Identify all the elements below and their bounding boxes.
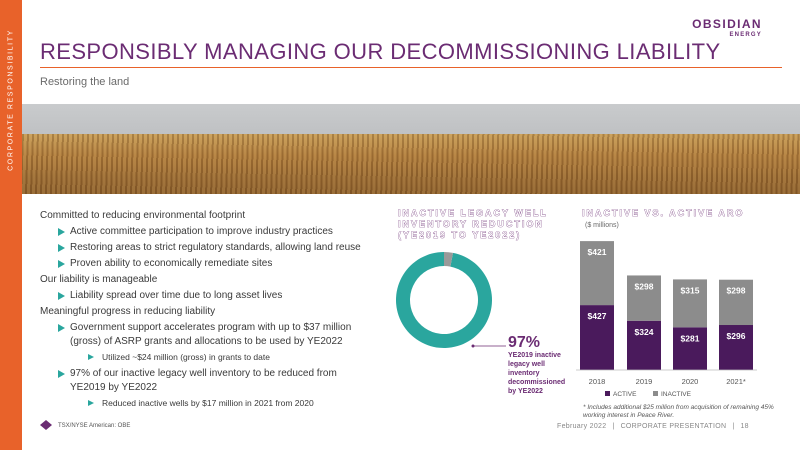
x-tick-label: 2018 bbox=[588, 377, 606, 386]
bullet-item-level-0: Meaningful progress in reducing liability bbox=[40, 306, 216, 317]
x-tick-label: 2019 bbox=[635, 377, 653, 386]
bar-value-label: $298 bbox=[634, 281, 654, 292]
bar-chart-title: INACTIVE VS. ACTIVE ARO bbox=[582, 208, 745, 218]
x-tick-label: 2021* bbox=[726, 377, 746, 386]
logo-subtitle: ENERGY bbox=[729, 32, 762, 38]
obsidian-mark-icon bbox=[40, 420, 52, 430]
donut-slice-decommissioned bbox=[396, 252, 492, 348]
donut-percent-label: 97% bbox=[508, 334, 541, 351]
bar-value-label: $421 bbox=[587, 247, 607, 258]
bullet-item-level-1: Active committee participation to improve industry practices bbox=[40, 225, 370, 239]
footer-date: February 2022 bbox=[557, 423, 607, 430]
footer-section: CORPORATE PRESENTATION bbox=[620, 423, 727, 430]
donut-leader-dot bbox=[472, 345, 475, 348]
logo-wordmark: OBSIDIAN bbox=[692, 17, 762, 31]
bullet-item-level-1: Liability spread over time due to long asset lives bbox=[40, 289, 370, 303]
donut-chart-title: INACTIVE LEGACY WELL INVENTORY REDUCTION (YE2019 TO YE2022) bbox=[398, 208, 548, 240]
slide-subtitle: Restoring the land bbox=[40, 76, 130, 88]
bullet-item-level-2: Utilized ~$24 million (gross) in grants to date bbox=[40, 351, 370, 363]
bullet-item-level-2: Reduced inactive wells by $17 million in 2021 from 2020 bbox=[40, 397, 370, 409]
legend-label-active: ACTIVE bbox=[613, 391, 637, 398]
bar-value-label: $281 bbox=[680, 333, 700, 344]
x-tick-label: 2020 bbox=[681, 377, 699, 386]
bullet-item-level-1: Restoring areas to strict regulatory standards, allowing land reuse bbox=[40, 241, 370, 255]
bullet-item-level-0: Our liability is manageable bbox=[40, 274, 158, 285]
bullet-item-level-1: Government support accelerates program with up to $37 million (gross) of ASRP grants and allocations to be used by YE2022 bbox=[40, 321, 370, 349]
bar-chart-footnote: * Includes additional $25 million from acquisition of remaining 45% working interest in Peace River. bbox=[583, 404, 774, 419]
bullet-item-level-1: 97% of our inactive legacy well inventory to be reduced from YE2019 by YE2022 bbox=[40, 367, 370, 395]
donut-caption: YE2019 inactive legacy well inventory decommissioned by YE2022 bbox=[508, 352, 566, 395]
bar-value-label: $298 bbox=[726, 285, 746, 296]
legend-swatch-inactive bbox=[653, 391, 658, 396]
section-label: CORPORATE RESPONSIBILITY bbox=[7, 29, 15, 171]
footer-page-number: 18 bbox=[740, 423, 749, 430]
bar-value-label: $296 bbox=[726, 331, 746, 342]
footer-info: February 2022 | CORPORATE PRESENTATION | 18 bbox=[557, 423, 749, 430]
legend-swatch-active bbox=[605, 391, 610, 396]
slide-title: RESPONSIBLY MANAGING OUR DECOMMISSIONING LIABILITY bbox=[40, 39, 721, 64]
footer-ticker: TSX/NYSE American: OBE bbox=[58, 423, 131, 429]
bar-value-label: $427 bbox=[587, 311, 607, 322]
legend-label-inactive: INACTIVE bbox=[661, 391, 691, 398]
bar-chart-subtitle: ($ millions) bbox=[585, 222, 619, 229]
bullet-item-level-1: Proven ability to economically remediate sites bbox=[40, 257, 370, 271]
bar-value-label: $315 bbox=[680, 285, 700, 296]
bar-value-label: $324 bbox=[634, 326, 654, 337]
bullet-item-level-0: Committed to reducing environmental footprint bbox=[40, 210, 246, 221]
